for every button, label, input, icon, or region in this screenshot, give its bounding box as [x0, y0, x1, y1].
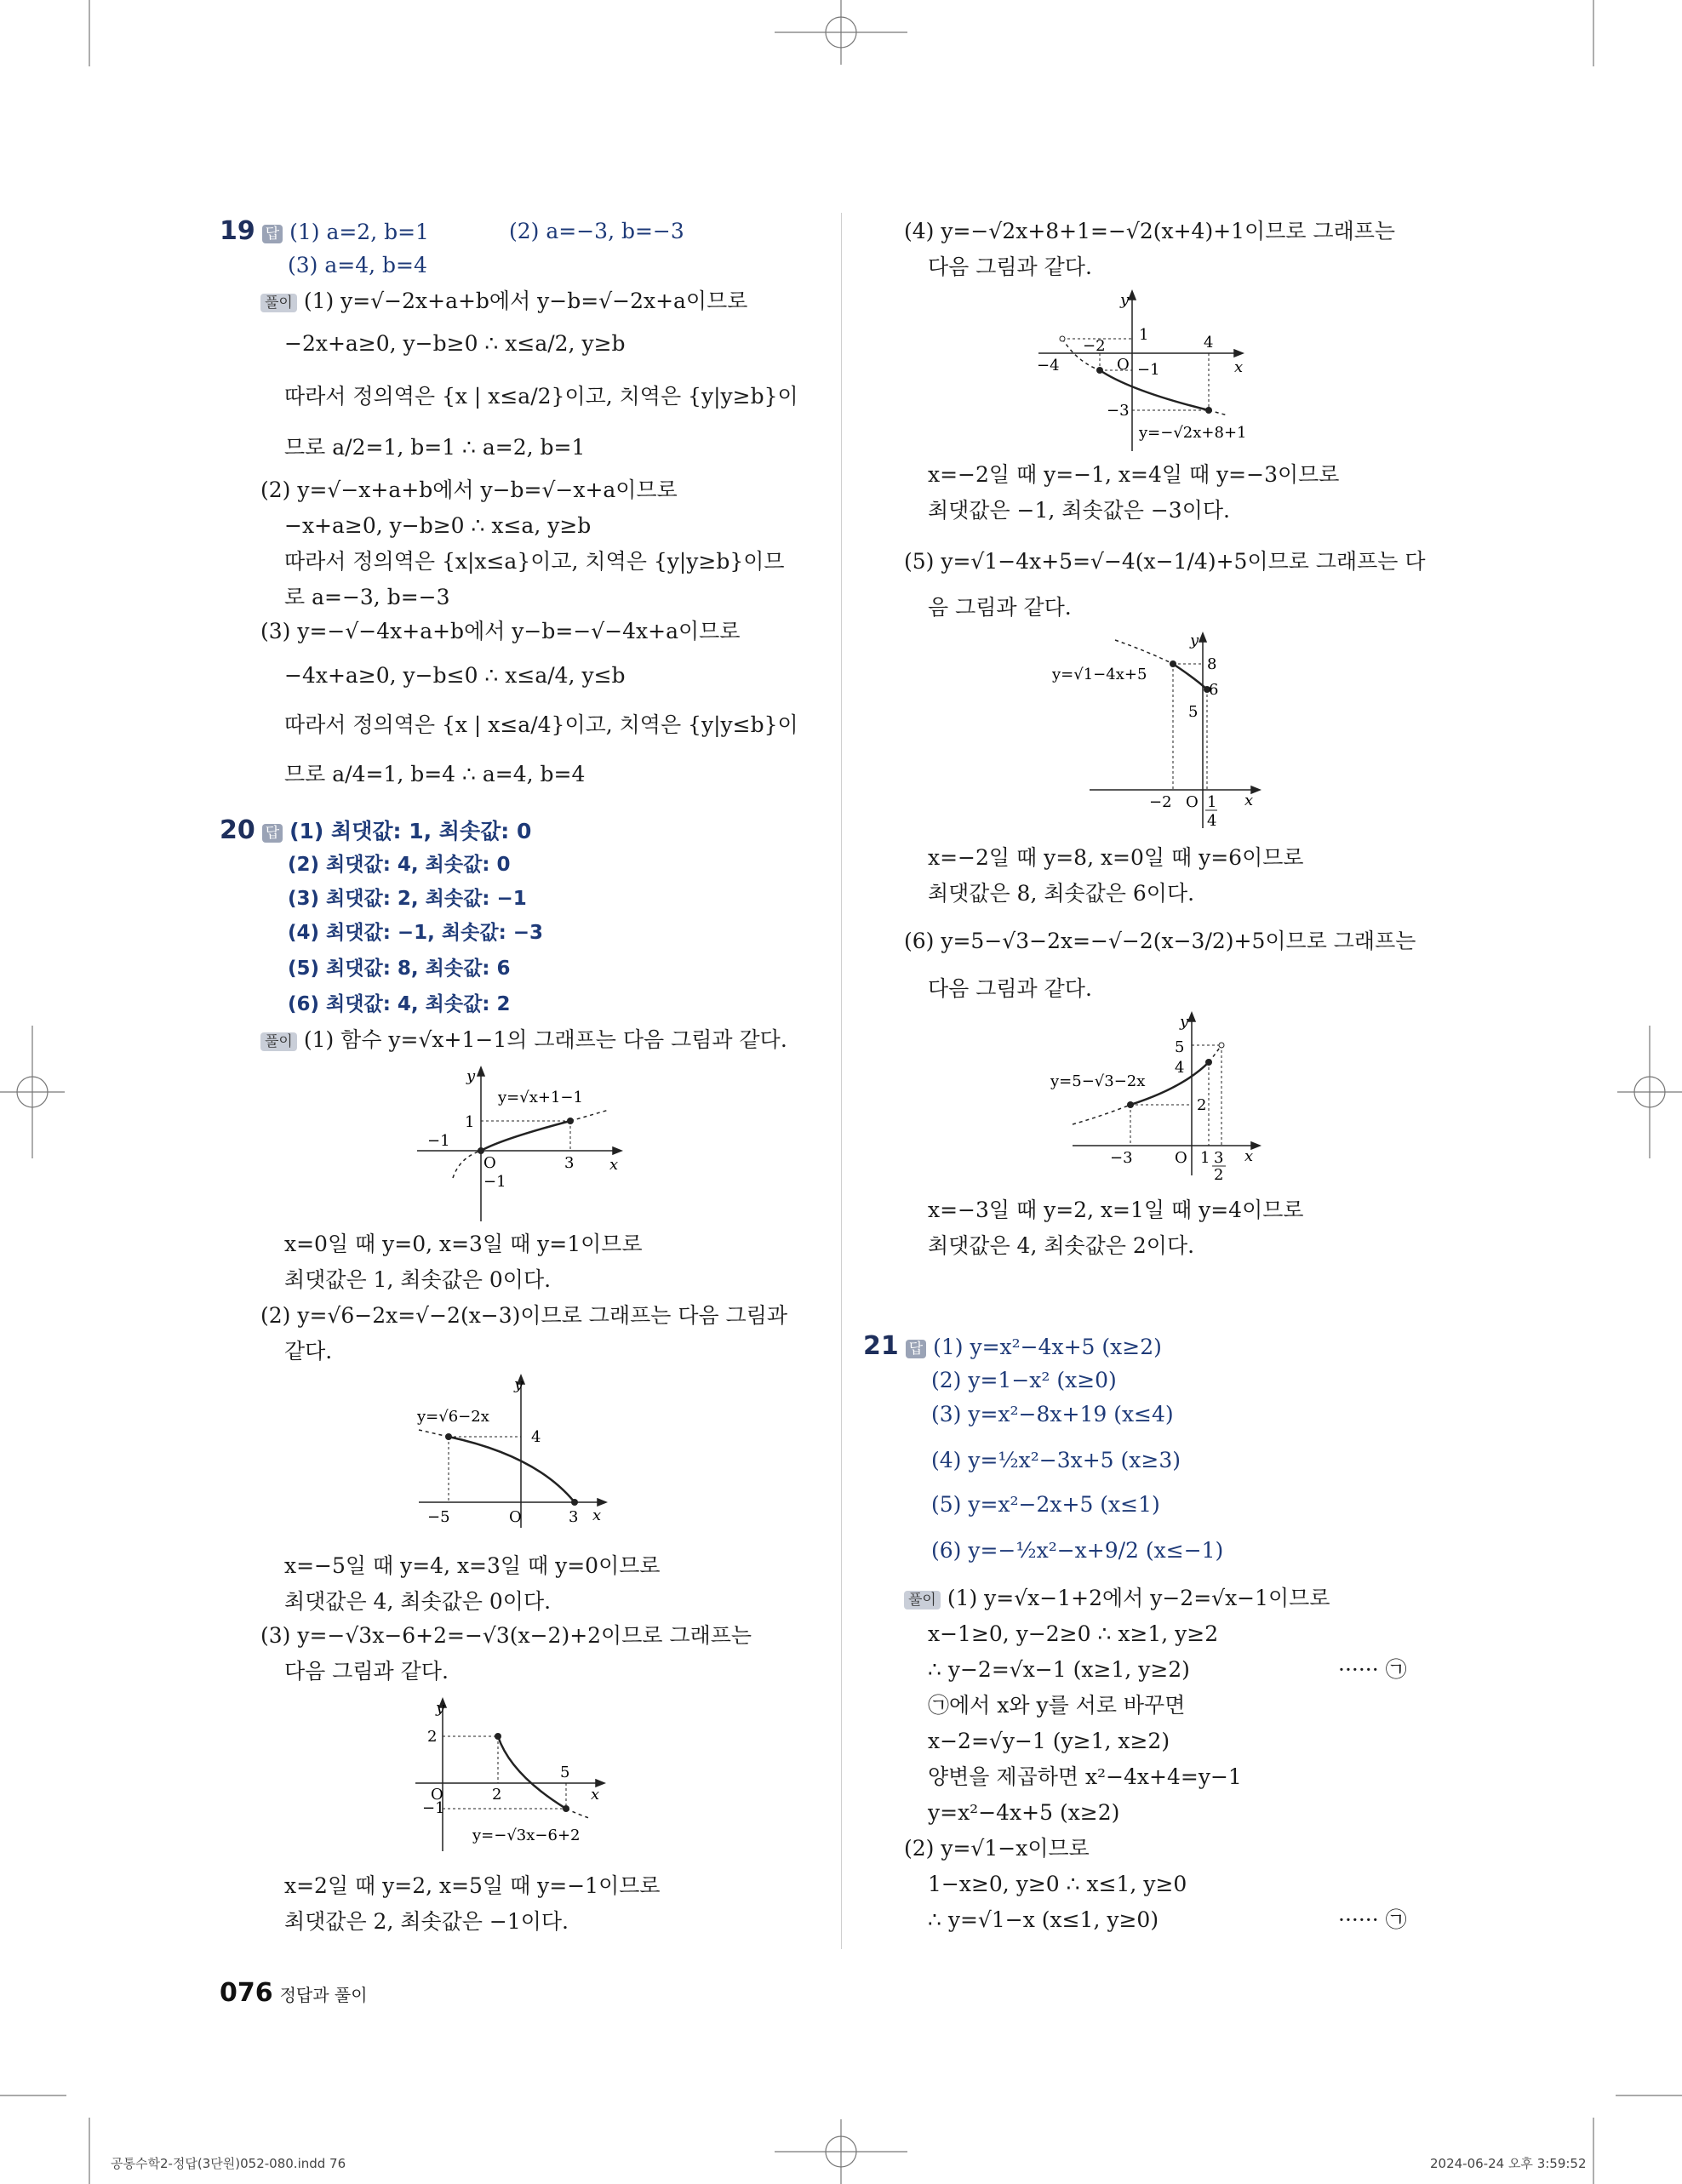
solution-line: 최댓값은 −1, 최솟값은 −3이다.	[928, 498, 1230, 523]
solution-line: x=−2일 때 y=−1, x=4일 때 y=−3이므로	[928, 462, 1340, 487]
tick-label: 3	[1214, 1149, 1224, 1167]
tick-label: 2	[1197, 1096, 1207, 1114]
solution-badge: 풀이	[904, 1591, 941, 1609]
solution-line: ∴ y=√1−x (x≤1, y≥0)	[928, 1907, 1159, 1932]
solution-line: 양변을 제곱하면 x²−4x+4=y−1	[928, 1764, 1242, 1789]
answer-text: (4) y=½x²−3x+5 (x≥3)	[931, 1448, 1181, 1472]
solution-line: x−2=√y−1 (y≥1, x≥2)	[928, 1729, 1170, 1753]
question-number: 19	[220, 216, 255, 246]
solution-line: 최댓값은 4, 최솟값은 0이다.	[284, 1589, 552, 1614]
graph-3	[409, 1694, 630, 1855]
answer-text: (6) 최댓값: 4, 최솟값: 2	[288, 993, 511, 1015]
q20-header	[220, 817, 531, 845]
page-footer	[220, 1980, 368, 2009]
answer-text: (5) y=x²−2x+5 (x≤1)	[931, 1492, 1160, 1517]
graph-4	[1030, 289, 1285, 455]
origin-label: O	[1186, 793, 1199, 811]
axis-label-y: y	[1190, 632, 1199, 649]
tick-label: 2	[492, 1786, 502, 1804]
solution-line: y=x²−4x+5 (x≥2)	[928, 1800, 1120, 1825]
solution-line	[260, 288, 747, 315]
origin-label: O	[483, 1154, 496, 1172]
origin-label: O	[431, 1786, 443, 1804]
tick-label: 5	[1175, 1038, 1185, 1056]
solution-badge: 풀이	[260, 294, 297, 312]
solution-line: ㉠에서 x와 y를 서로 바꾸면	[928, 1693, 1186, 1718]
solution-line	[904, 1585, 1330, 1612]
answer-text: (3) y=x²−8x+19 (x≤4)	[931, 1402, 1174, 1426]
solution-line: x=−3일 때 y=2, x=1일 때 y=4이므로	[928, 1198, 1304, 1222]
tick-label: 8	[1207, 655, 1217, 673]
tick-label: 1	[1139, 326, 1149, 344]
solution-line: x=2일 때 y=2, x=5일 때 y=−1이므로	[284, 1873, 661, 1898]
solution-line: (3) y=−√3x−6+2=−√3(x−2)+2이므로 그래프는	[260, 1623, 752, 1648]
tick-label: 1	[1200, 1149, 1210, 1167]
answer-text: (5) 최댓값: 8, 최솟값: 6	[288, 958, 511, 980]
tick-label: 5	[1188, 703, 1199, 721]
graph-1	[409, 1064, 630, 1226]
tick-label: −2	[1083, 337, 1106, 355]
graph-5	[1047, 628, 1285, 832]
column-divider	[841, 213, 842, 1949]
answer-badge: 답	[262, 824, 283, 843]
solution-line: −4x+a≥0, y−b≤0 ∴ x≤a/4, y≤b	[284, 663, 626, 688]
solution-line: 최댓값은 1, 최솟값은 0이다.	[284, 1267, 552, 1292]
tick-label: 3	[564, 1154, 575, 1172]
solution-line: 다음 그림과 같다.	[928, 976, 1092, 1001]
graph-label: y=√1−4x+5	[1052, 666, 1147, 683]
answer-text: (1) a=2, b=1	[289, 220, 429, 244]
tick-label: −1	[1137, 361, 1160, 379]
graph-2	[409, 1370, 630, 1532]
solution-line: 따라서 정의역은 {x|x≤a}이고, 치역은 {y|y≥b}이므	[284, 549, 785, 574]
tick-label: −1	[422, 1799, 445, 1817]
solution-line: 므로 a/2=1, b=1 ∴ a=2, b=1	[284, 435, 586, 460]
solution-line: (4) y=−√2x+8+1=−√2(x+4)+1이므로 그래프는	[904, 219, 1396, 243]
solution-line: 므로 a/4=1, b=4 ∴ a=4, b=4	[284, 762, 586, 786]
axis-label-x: x	[592, 1507, 602, 1524]
page-number: 076	[220, 1978, 273, 2008]
tick-label: −3	[1107, 402, 1130, 420]
graph-label: y=−√2x+8+1	[1139, 424, 1247, 442]
solution-line: 같다.	[284, 1339, 333, 1364]
solution-line: (5) y=√1−4x+5=√−4(x−1/4)+5이므로 그래프는 다	[904, 549, 1426, 574]
solution-text: (1) y=√−2x+a+b에서 y−b=√−2x+a이므로	[303, 289, 748, 313]
solution-line: −2x+a≥0, y−b≥0 ∴ x≤a/2, y≥b	[284, 331, 626, 356]
answer-text: (3) a=4, b=4	[288, 253, 427, 277]
graph-label: y=5−√3−2x	[1050, 1072, 1146, 1090]
footer-label: 정답과 풀이	[279, 1985, 368, 2005]
origin-label: O	[1175, 1149, 1187, 1167]
file-name: 공통수학2-정답(3단원)052-080.indd 76	[111, 2156, 346, 2171]
tick-label: 4	[531, 1428, 541, 1446]
tick-label: −1	[483, 1173, 506, 1191]
graph-label: y=√x+1−1	[498, 1089, 583, 1106]
tick-label: −3	[1110, 1149, 1133, 1167]
answer-text: (1) y=x²−4x+5 (x≥2)	[933, 1335, 1162, 1359]
tick-label: 1	[1207, 793, 1217, 811]
answer-text: (6) y=−½x²−x+9/2 (x≤−1)	[931, 1538, 1224, 1563]
question-number: 21	[863, 1331, 899, 1361]
q21-header	[863, 1333, 1162, 1361]
tick-label: 6	[1209, 681, 1219, 699]
tick-label: 2	[1214, 1166, 1224, 1180]
solution-line: (2) y=√6−2x=√−2(x−3)이므로 그래프는 다음 그림과	[260, 1303, 788, 1328]
tick-label: 2	[427, 1728, 438, 1746]
solution-line: 최댓값은 8, 최솟값은 6이다.	[928, 881, 1195, 906]
solution-text: (1) 함수 y=√x+1−1의 그래프는 다음 그림과 같다.	[303, 1027, 787, 1052]
solution-line: 다음 그림과 같다.	[284, 1659, 449, 1684]
equation-marker: ······ ㉠	[1338, 1657, 1407, 1682]
tick-label: −1	[427, 1132, 450, 1150]
origin-label: O	[1117, 356, 1130, 374]
solution-line: 음 그림과 같다.	[928, 595, 1072, 620]
solution-line: 따라서 정의역은 {x | x≤a/4}이고, 치역은 {y|y≤b}이	[284, 712, 798, 737]
solution-line: 따라서 정의역은 {x | x≤a/2}이고, 치역은 {y|y≥b}이	[284, 384, 798, 409]
graph-label: y=−√3x−6+2	[472, 1827, 581, 1844]
tick-label: 4	[1204, 334, 1214, 352]
answer-text: (1) 최댓값: 1, 최솟값: 0	[289, 819, 532, 843]
axis-label-y: y	[1120, 291, 1130, 309]
axis-label-y: y	[514, 1375, 523, 1393]
solution-line: x=−5일 때 y=4, x=3일 때 y=0이므로	[284, 1553, 661, 1578]
tick-label: 3	[569, 1508, 579, 1526]
graph-label: y=√6−2x	[417, 1408, 489, 1426]
tick-label: −2	[1149, 793, 1172, 811]
solution-line: 1−x≥0, y≥0 ∴ x≤1, y≥0	[928, 1872, 1187, 1896]
question-number: 20	[220, 815, 255, 845]
tick-label: 5	[560, 1764, 570, 1781]
solution-line: 로 a=−3, b=−3	[284, 585, 450, 609]
q19-header	[220, 218, 429, 246]
solution-line: x=0일 때 y=0, x=3일 때 y=1이므로	[284, 1232, 643, 1256]
solution-badge: 풀이	[260, 1032, 297, 1051]
origin-label: O	[509, 1508, 522, 1526]
axis-label-x: x	[1234, 358, 1244, 376]
print-date: 2024-06-24 오후 3:59:52	[1430, 2156, 1587, 2171]
axis-label-x: x	[1244, 792, 1254, 809]
answer-text: (4) 최댓값: −1, 최솟값: −3	[288, 922, 544, 944]
graph-6	[1047, 1009, 1285, 1180]
answer-text: (2) y=1−x² (x≥0)	[931, 1368, 1117, 1392]
solution-line: ∴ y−2=√x−1 (x≥1, y≥2)	[928, 1657, 1190, 1682]
axis-label-x: x	[591, 1786, 600, 1804]
solution-line: (6) y=5−√3−2x=−√−2(x−3/2)+5이므로 그래프는	[904, 929, 1416, 953]
solution-line: −x+a≥0, y−b≥0 ∴ x≤a, y≥b	[284, 513, 592, 538]
answer-text: (3) 최댓값: 2, 최솟값: −1	[288, 888, 527, 910]
solution-line: 최댓값은 2, 최솟값은 −1이다.	[284, 1909, 569, 1934]
solution-line	[260, 1026, 787, 1054]
axis-label-x: x	[609, 1156, 619, 1174]
solution-line: (2) y=√1−x이므로	[904, 1836, 1090, 1861]
axis-label-x: x	[1244, 1147, 1254, 1165]
solution-line: (2) y=√−x+a+b에서 y−b=√−x+a이므로	[260, 477, 678, 502]
answer-badge: 답	[262, 225, 283, 243]
solution-text: (1) y=√x−1+2에서 y−2=√x−1이므로	[947, 1586, 1330, 1610]
solution-line: 다음 그림과 같다.	[928, 254, 1092, 279]
tick-label: −5	[427, 1508, 450, 1526]
tick-label: 4	[1175, 1059, 1185, 1077]
solution-line: 최댓값은 4, 최솟값은 2이다.	[928, 1233, 1195, 1258]
answer-badge: 답	[906, 1340, 926, 1358]
axis-label-y: y	[466, 1067, 476, 1085]
equation-marker: ······ ㉠	[1338, 1907, 1407, 1932]
answer-text: (2) 최댓값: 4, 최솟값: 0	[288, 854, 511, 876]
tick-label: 4	[1207, 812, 1217, 830]
solution-line: x=−2일 때 y=8, x=0일 때 y=6이므로	[928, 845, 1304, 870]
solution-line: (3) y=−√−4x+a+b에서 y−b=−√−4x+a이므로	[260, 619, 741, 643]
solution-line: x−1≥0, y−2≥0 ∴ x≥1, y≥2	[928, 1621, 1219, 1646]
tick-label: −4	[1037, 357, 1060, 374]
axis-label-y: y	[436, 1699, 445, 1717]
axis-label-y: y	[1180, 1013, 1189, 1031]
answer-text: (2) a=−3, b=−3	[509, 219, 684, 243]
tick-label: 1	[465, 1113, 475, 1131]
